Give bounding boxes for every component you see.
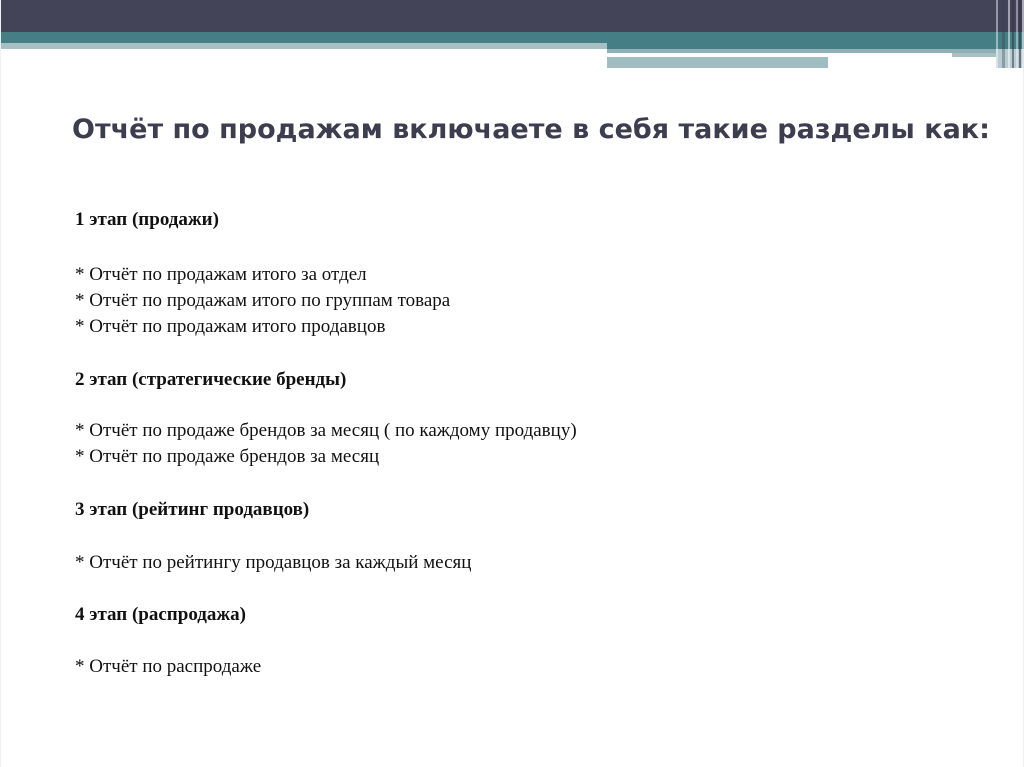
header-teal-band: [1, 32, 1024, 43]
section-heading: 1 этап (продажи): [75, 209, 219, 230]
list-item: * Отчёт по продаже брендов за месяц ( по каждому продавцу): [75, 420, 577, 441]
section-heading: 3 этап (рейтинг продавцов): [75, 499, 310, 520]
list-item: * Отчёт по продажам итого продавцов: [75, 316, 386, 337]
list-item: * Отчёт по распродаже: [75, 656, 262, 677]
section-heading: 2 этап (стратегические бренды): [75, 369, 347, 390]
header-vertical-stripe: [1016, 0, 1018, 68]
header-light-band-right: [607, 57, 828, 68]
list-item: * Отчёт по продаже брендов за месяц: [75, 446, 380, 467]
slide-title: Отчёт по продажам включаете в себя такие разделы как:: [72, 114, 990, 145]
header-light-strip-left: [1, 43, 607, 49]
list-item: * Отчёт по продажам итого по группам товара: [75, 290, 451, 311]
list-item: * Отчёт по продажам итого за отдел: [75, 264, 367, 285]
header-vertical-stripe: [1002, 0, 1005, 68]
list-item: * Отчёт по рейтингу продавцов за каждый месяц: [75, 552, 472, 573]
header-dark-band: [1, 0, 1024, 32]
header-vertical-stripe: [1008, 0, 1010, 68]
header-white-gap: [828, 57, 996, 65]
header-vertical-stripe: [1012, 0, 1014, 68]
header-vertical-stripe: [996, 0, 998, 68]
header-vertical-stripe: [1019, 0, 1021, 68]
section-heading: 4 этап (распродажа): [75, 604, 246, 625]
